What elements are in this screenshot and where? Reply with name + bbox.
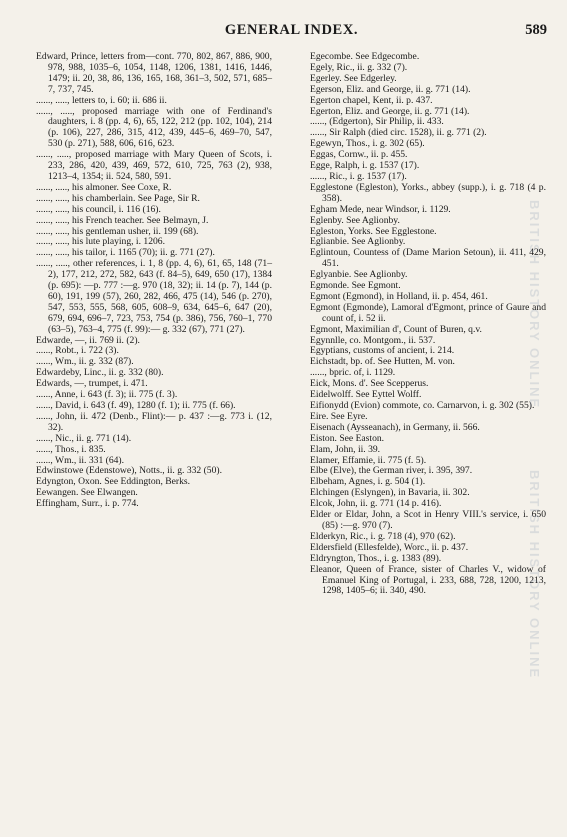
index-entry: ......, Nic., ii. g. 771 (14). (36, 432, 132, 444)
index-entry: Elbe (Elve), the German river, i. 395, 397. (310, 465, 473, 477)
index-entry: Elchingen (Eslyngen), in Bavaria, ii. 302. (310, 487, 470, 499)
index-entry: Elcok, John, ii. g. 771 (14 p. 416). (310, 498, 442, 510)
index-entry: Eichstadt, bp. of. See Hutten, M. von. (310, 356, 455, 368)
index-entry: Eifionydd (Evion) commote, co. Carnarvon, i. g. 302 (55). (310, 400, 535, 411)
index-entry: Eick, Mons. d'. See Scepperus. (310, 378, 429, 390)
index-entry: ......, ....., his gentleman usher, ii. 199 (68). (36, 225, 199, 237)
watermark-text: BRITISH HISTORY ONLINE (527, 470, 542, 680)
index-entry: ......, ....., his lute playing, i. 1206. (36, 236, 165, 248)
index-entry: ......, ....., his council, i. 116 (16). (36, 203, 161, 215)
index-entry: Egmonde. See Egmont. (310, 280, 401, 292)
index-entry: ......, ....., his tailor, i. 1165 (70); ii. g. 771 (27). (36, 247, 215, 259)
index-entry: Egge, Ralph, i. g. 1537 (17). (310, 160, 420, 172)
index-entry: ......, Thos., i. 835. (36, 443, 106, 455)
index-column-right (310, 52, 546, 597)
index-entry: Eglianbie. See Aglionby. (310, 236, 406, 248)
index-entry: Edwinstowe (Edenstowe), Notts., ii. g. 332 (50). (36, 465, 222, 477)
index-entry: ......, Anne, i. 643 (f. 3); ii. 775 (f. 3). (36, 389, 178, 401)
index-entry: ......, Ric., i. g. 1537 (17). (310, 170, 407, 182)
index-entry: Edwarde, —, ii. 769 ii. (2). (36, 334, 140, 346)
index-entry: Eewangen. See Elwangen. (36, 487, 138, 499)
index-entry: Egyptians, customs of ancient, i. 214. (310, 345, 455, 357)
index-entry: ......, John, ii. 472 (Denb., Flint):— p. 437 :—g. 773 i. (12, 32). (36, 410, 272, 433)
index-entry: Elamer, Effamie, ii. 775 (f. 5). (310, 454, 427, 466)
index-entry: Egham Mede, near Windsor, i. 1129. (310, 203, 451, 215)
index-entry: ......, Sir Ralph (died circ. 1528), ii. g. 771 (2). (310, 127, 487, 139)
index-entry: ......, ....., his chamberlain. See Page, Sir R. (36, 192, 200, 204)
watermark (519, 200, 559, 720)
index-entry: ......, ....., his almoner. See Coxe, R. (36, 181, 172, 193)
index-entry: Egerton, Eliz. and George, ii. g. 771 (14). (310, 105, 470, 117)
index-entry: Egerton chapel, Kent, ii. p. 437. (310, 94, 433, 106)
index-entry: ......, Wm., ii. g. 332 (87). (36, 356, 134, 368)
index-entry: Eldryngton, Thos., i. g. 1383 (89). (310, 552, 442, 564)
index-entry: Elder or Eldar, John, a Scot in Henry VIII.'s service, i. 650 (85) :—g. 970 (7). (310, 509, 546, 531)
index-entry: ......, Robt., i. 722 (3). (36, 345, 119, 357)
index-entry: Egecombe. See Edgecombe. (310, 51, 420, 62)
index-entry: ......, ....., other references, i. 1, 8 (pp. 4, 6), 61, 65, 148 (71–2), 177, 212, 272, 582, 643 (f. 84–5), 649, 650 (17), 1384 (p. 695): —p. 777 :—g. 970 (18, 32); ii. 14 (p. 7), 144 (p. 60), 191, 199 (57), 260, 282, 466, 475 (14), 546 (p. 270), 547, 553, 555, 568, 605, 608–9, 634, 645–6, 647 (20), 679, 694, 696–7, 723, 753, 754 (p. 386), 756, 760–1, 770 (63–5), 763–4, 775 (f. 99):— g. 332 (67), 771 (27). (36, 258, 272, 335)
index-entry: Egglestone (Egleston), Yorks., abbey (supp.), i. g. 718 (4 p. 358). (310, 181, 546, 204)
index-entry: Eiston. See Easton. (310, 432, 385, 444)
index-entry: Egmont (Egmonde), Lamoral d'Egmont, prince of Gaure and count of, i. 52 ii. (310, 301, 546, 324)
index-entry: Egerson, Eliz. and George, ii. g. 771 (14). (310, 83, 471, 95)
index-entry: Egynnlle, co. Montgom., ii. 537. (310, 334, 436, 346)
index-entry: Edyngton, Oxon. See Eddington, Berks. (36, 476, 191, 488)
page-header (36, 22, 547, 42)
index-entry: Elderkyn, Ric., i. g. 718 (4), 970 (62). (310, 530, 456, 542)
index-entry: ......, ....., proposed marriage with Mary Queen of Scots, i. 233, 286, 420, 439, 469, 572, 610, 725, 763 (2), 938, 1213–4, 1354; ii. 524, 580, 591. (36, 149, 272, 182)
index-entry: ......, David, i. 643 (f. 49), 1280 (f. 1); ii. 775 (f. 66). (36, 400, 236, 411)
index-entry: Eire. See Eyre. (310, 410, 368, 422)
index-entry: Egmont, Maximilian d', Count of Buren, q.v. (310, 323, 482, 335)
index-entry: Eleanor, Queen of France, sister of Charles V., widow of Emanuel King of Portugal, i. 233, 688, 728, 1200, 1213, 1298, 1405–6; ii. 340, 490. (310, 563, 546, 597)
index-column-left (36, 52, 272, 510)
index-entry: Eglyanbie. See Aglionby. (310, 269, 408, 281)
index-entry: Elam, John, ii. 39. (310, 443, 381, 455)
index-entry: ......, ....., his French teacher. See Belmayn, J. (36, 214, 209, 226)
index-entry: Eggas, Cornw., ii. p. 455. (310, 149, 408, 161)
index-entry: Edward, Prince, letters from—cont. 770, 802, 867, 886, 900, 978, 988, 1035–6, 1054, 1148, 1206, 1381, 1416, 1446, 1479; ii. 20, 38, 86, 136, 165, 168, 361–3, 502, 571, 685–7, 737, 745. (36, 51, 272, 95)
index-entry: ......, bpric. of, i. 1129. (310, 367, 396, 379)
index-entry: ......, ....., letters to, i. 60; ii. 686 ii. (36, 94, 167, 106)
index-entry: Eglintoun, Countess of (Dame Marion Setoun), ii. 411, 429, 451. (310, 247, 546, 270)
index-entry: Elbeham, Agnes, i. g. 504 (1). (310, 476, 426, 488)
index-entry: Egmont (Egmond), in Holland, ii. p. 454, 461. (310, 290, 488, 302)
index-entry: Edwards, —, trumpet, i. 471. (36, 378, 148, 390)
index-entry: ......, ....., proposed marriage with one of Ferdinand's daughters, i. 8 (pp. 4, 6), 65, 122, 212 (pp. 102, 104), 214 (p. 106), 227, 286, 315, 412, 439, 445–6, 469–70, 547, 530 (p. 271), 588, 606, 616, 623. (36, 105, 272, 150)
index-entry: Egewyn, Thos., i. g. 302 (65). (310, 138, 425, 150)
index-entry: ......, (Edgerton), Sir Philip, ii. 433. (310, 116, 444, 128)
index-entry: Eidelwolff. See Eyttel Wolff. (310, 389, 422, 401)
index-entry: Egleston, Yorks. See Egglestone. (310, 225, 437, 237)
watermark-text: BRITISH HISTORY ONLINE (527, 200, 542, 410)
index-entry: Eglenby. See Aglionby. (310, 214, 400, 226)
index-entry: Effingham, Surr., i. p. 774. (36, 498, 139, 510)
page-number: 589 (525, 22, 547, 38)
index-entry: Egely, Ric., ii. g. 332 (7). (310, 61, 408, 73)
index-entry: Eldersfield (Ellesfelde), Worc., ii. p. 437. (310, 541, 469, 553)
index-entry: Egerley. See Edgerley. (310, 72, 397, 84)
index-entry: Eisenach (Aysseanach), in Germany, ii. 566. (310, 421, 480, 433)
page-title: GENERAL INDEX. (224, 22, 359, 38)
index-entry: Edwardeby, Linc., ii. g. 332 (80). (36, 367, 164, 379)
index-entry: ......, Wm., ii. 331 (64). (36, 454, 125, 466)
